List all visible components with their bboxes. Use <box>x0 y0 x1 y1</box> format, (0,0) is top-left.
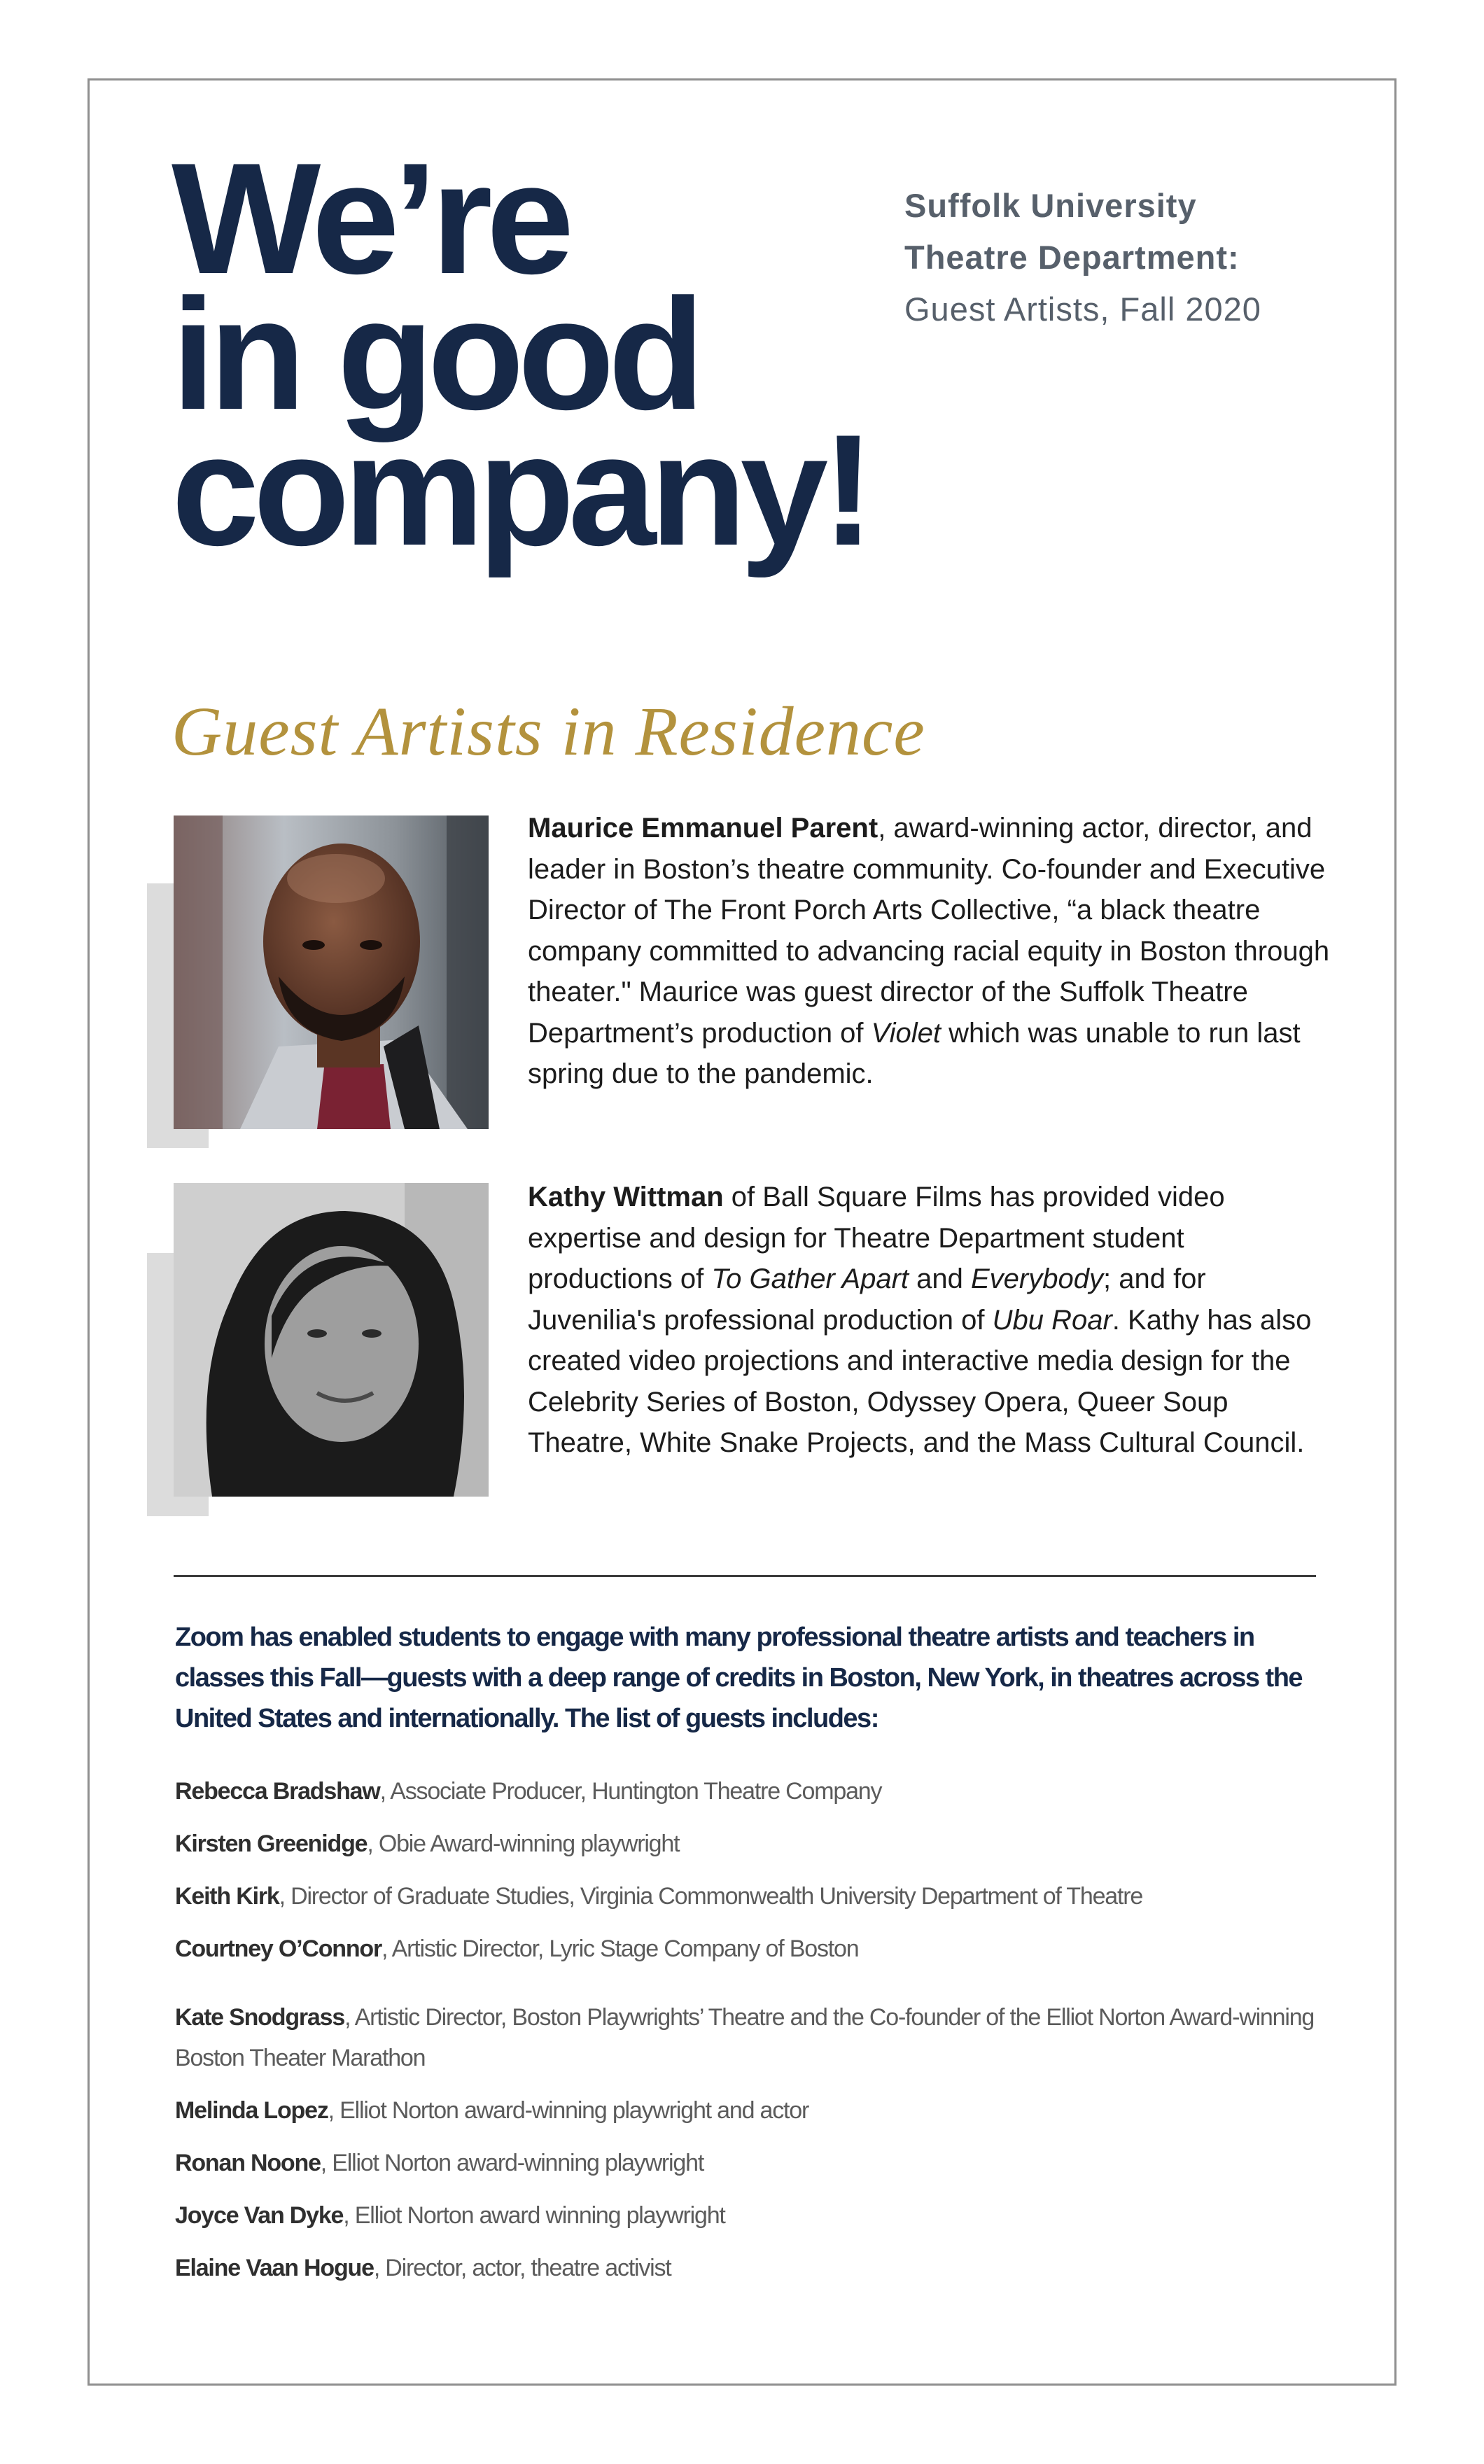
guest-role: , Artistic Director, Boston Playwrights’ Theatre and the Co-founder of the Elliot Norton Award-winning Boston Theater Marathon <box>175 2004 1315 2071</box>
divider <box>174 1575 1316 1577</box>
guest-role: , Elliot Norton award-winning playwright and actor <box>328 2097 809 2124</box>
guest-name: Keith Kirk <box>175 1883 279 1910</box>
headline-line-3: company! <box>172 401 869 578</box>
artist-bio <box>528 808 1333 1095</box>
guest-name: Rebecca Bradshaw <box>175 1778 380 1805</box>
section-title: Guest Artists in Residence <box>172 692 925 770</box>
bio-text: of Ball Square Films has provided video expertise and design for Theatre Department student productions of <box>528 1182 1225 1294</box>
department-subtitle: Guest Artists, Fall 2020 <box>904 290 1261 328</box>
guest-role: , Director, actor, theatre activist <box>373 2255 671 2281</box>
bio-text: . Kathy has also created video projections and interactive media design for the Celebrity Series of Boston, Odyssey Opera, Queer Soup Theatre, White Snake Projects, and the Mass Cultural Council. <box>528 1304 1312 1458</box>
headline <box>172 130 869 578</box>
guest-name: Joyce Van Dyke <box>175 2202 344 2229</box>
guest-role: , Elliot Norton award winning playwright <box>343 2202 725 2229</box>
guest-item <box>175 2195 1323 2236</box>
guest-role: , Director of Graduate Studies, Virginia Commonwealth University Department of Theatre <box>279 1883 1143 1910</box>
guest-name: Elaine Vaan Hogue <box>175 2255 374 2281</box>
guest-role: , Associate Producer, Huntington Theatre Company <box>379 1778 882 1805</box>
guest-role: , Elliot Norton award-winning playwright <box>320 2150 704 2176</box>
portrait-photo-woman <box>174 1183 489 1497</box>
guest-role: , Obie Award-winning playwright <box>367 1830 680 1857</box>
artist-name: Kathy Wittman <box>528 1182 724 1212</box>
guest-item <box>175 1771 1323 1812</box>
artist-name: Maurice Emmanuel Parent <box>528 813 878 844</box>
headline-line-2: in good <box>172 265 699 442</box>
headline-line-1: We’re <box>172 130 568 307</box>
guest-name: Kirsten Greenidge <box>175 1830 368 1857</box>
guest-name: Ronan Noone <box>175 2150 321 2176</box>
guest-item <box>175 2090 1323 2131</box>
guest-role: , Artistic Director, Lyric Stage Company of Boston <box>382 1935 859 1962</box>
bio-title-italic: Ubu Roar <box>992 1304 1112 1336</box>
bio-text: ; and for Juvenilia's professional production of <box>528 1264 1206 1336</box>
bio-text: , award-winning actor, director, and leader in Boston’s theatre community. Co-founder and Executive Director of The Front Porch Arts Collective, “a black theatre company committed to advancing racial equity in Boston through theater." Maurice was guest director of the Suffolk Theatre Department’s production of <box>528 813 1330 1049</box>
guest-name: Courtney O’Connor <box>175 1935 382 1962</box>
guest-list <box>175 1771 1323 2300</box>
guest-name: Kate Snodgrass <box>175 2004 345 2031</box>
bio-text: which was unable to run last spring due to the pandemic. <box>528 1017 1301 1089</box>
guest-item <box>175 2143 1323 2183</box>
artist-bio <box>528 1177 1333 1464</box>
guest-item <box>175 2248 1323 2288</box>
portrait-photo-man <box>174 816 489 1129</box>
department-line-1: Suffolk University <box>904 187 1197 224</box>
bio-title-italic: Everybody <box>971 1264 1103 1294</box>
guest-item <box>175 1928 1323 1969</box>
bio-text: and <box>909 1264 971 1294</box>
bio-title-italic: Violet <box>871 1017 941 1049</box>
department-label <box>904 180 1261 335</box>
bio-title-italic: To Gather Apart <box>711 1264 909 1294</box>
guest-item <box>175 1997 1323 2078</box>
guests-intro: Zoom has enabled students to engage with many professional theatre artists and teachers in classes this Fall—guests with a deep range of credits in Boston, New York, in theatres across the United States and internationally. The list of guests includes: <box>175 1623 1303 1733</box>
department-line-2: Theatre Department: <box>904 239 1240 276</box>
guest-item <box>175 1876 1323 1917</box>
guest-item <box>175 1823 1323 1864</box>
guest-name: Melinda Lopez <box>175 2097 328 2124</box>
